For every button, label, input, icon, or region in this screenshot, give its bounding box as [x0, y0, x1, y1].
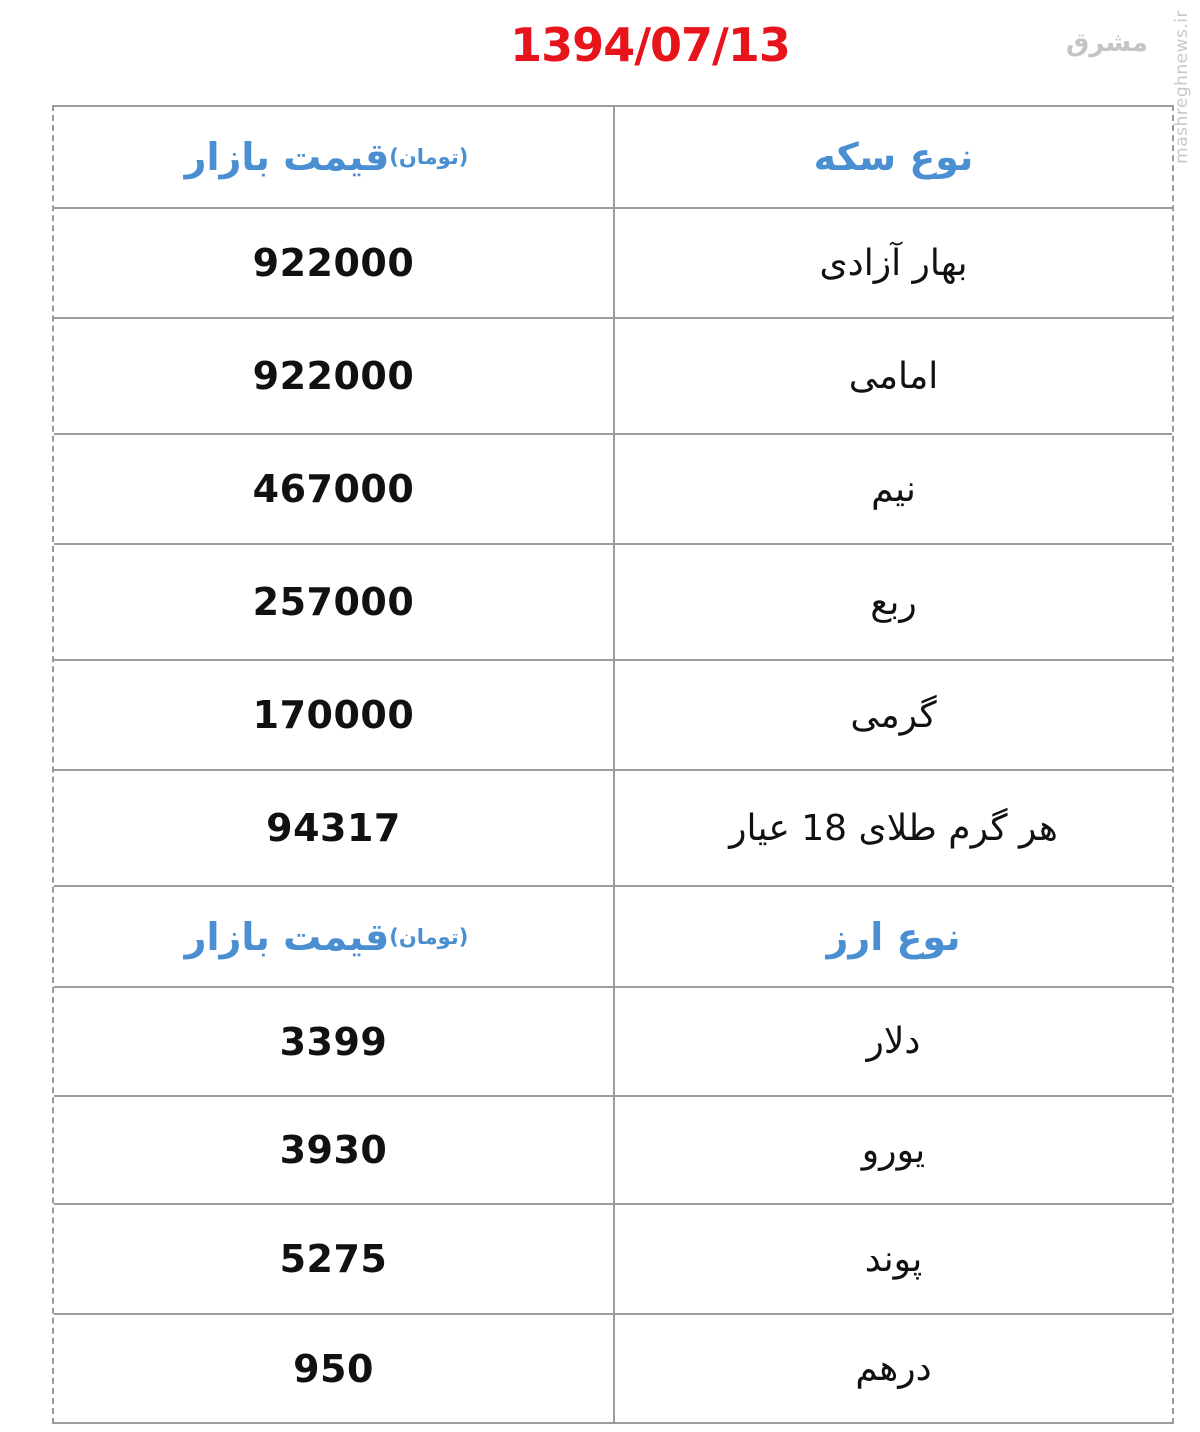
coin-price: 467000: [252, 467, 415, 511]
table-row: [54, 659, 1172, 769]
coin-name: هر گرم طلای 18 عیار: [729, 807, 1058, 849]
coin-name-cell: [613, 771, 1172, 885]
table-row: [54, 543, 1172, 659]
currency-name-cell: [613, 1315, 1172, 1422]
currency-name: یورو: [861, 1129, 926, 1171]
table-row: [54, 986, 1172, 1095]
table-row: [54, 433, 1172, 543]
coin-name: گرمی: [850, 694, 937, 736]
coin-price-cell: [54, 209, 613, 317]
coin-type-header: نوع سکه: [813, 135, 974, 179]
coin-name: ربع: [870, 581, 917, 623]
currency-name: پوند: [864, 1238, 923, 1280]
coin-price-cell: [54, 661, 613, 769]
price-table: [52, 105, 1174, 1424]
coin-name-cell: [613, 545, 1172, 659]
coin-price-header: قیمت بازار: [184, 135, 390, 179]
watermark-url: mashreghnews.ir: [1172, 10, 1192, 164]
coin-price-cell: [54, 435, 613, 543]
coin-price-cell: [54, 545, 613, 659]
currency-name-cell: [613, 988, 1172, 1095]
coin-price-cell: [54, 319, 613, 433]
currency-type-header: نوع ارز: [826, 914, 961, 959]
table-row: [54, 1095, 1172, 1203]
currency-type-header-cell: [613, 887, 1172, 986]
currency-price-header-cell: [54, 887, 613, 986]
currency-price: 5275: [279, 1237, 388, 1281]
currency-price-unit: (تومان): [389, 924, 469, 949]
date-title: 1394/07/13: [510, 18, 790, 72]
coin-name: نیم: [871, 468, 916, 510]
currency-price-header: قیمت بازار: [184, 914, 390, 959]
currency-name: درهم: [855, 1348, 932, 1389]
currency-name-cell: [613, 1205, 1172, 1313]
table-row: [54, 1313, 1172, 1424]
coin-name: امامی: [848, 355, 939, 397]
coin-name-cell: [613, 319, 1172, 433]
coin-price-header-cell: [54, 107, 613, 207]
currency-price-cell: [54, 988, 613, 1095]
currency-price: 3399: [279, 1019, 388, 1064]
coin-price: 922000: [252, 354, 415, 398]
coin-price-cell: [54, 771, 613, 885]
coin-name-cell: [613, 435, 1172, 543]
table-row: [54, 769, 1172, 885]
table-row: [54, 1203, 1172, 1313]
watermark-logo: مشرق: [1066, 28, 1148, 58]
coin-name-cell: [613, 661, 1172, 769]
table-row: [54, 207, 1172, 317]
currency-header-row: [54, 885, 1172, 986]
table-row: [54, 317, 1172, 433]
currency-name: دلار: [866, 1021, 921, 1062]
coin-price: 257000: [252, 580, 415, 624]
currency-price-cell: [54, 1205, 613, 1313]
coin-header-row: [54, 105, 1172, 207]
coin-type-header-cell: [613, 107, 1172, 207]
currency-name-cell: [613, 1097, 1172, 1203]
coin-name-cell: [613, 209, 1172, 317]
coin-price-unit: (تومان): [389, 145, 469, 169]
currency-price: 3930: [279, 1128, 388, 1172]
currency-price: 950: [293, 1346, 374, 1391]
currency-price-cell: [54, 1097, 613, 1203]
currency-price-cell: [54, 1315, 613, 1422]
coin-price: 170000: [252, 693, 415, 737]
coin-name: بهار آزادی: [819, 242, 968, 284]
coin-price: 922000: [252, 241, 415, 285]
coin-price: 94317: [266, 806, 401, 850]
